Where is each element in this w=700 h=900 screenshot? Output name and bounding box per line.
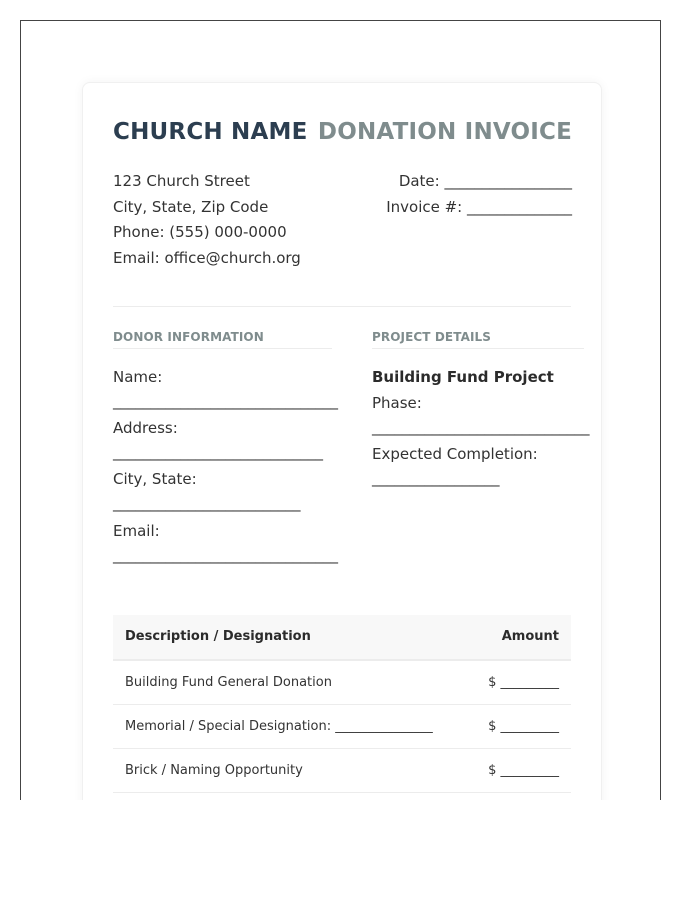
donor-city-line: _________________________ [113, 494, 301, 512]
project-name: Building Fund Project [372, 368, 554, 386]
church-phone: Phone: (555) 000-0000 [113, 223, 287, 241]
donor-address-line: ____________________________ [113, 443, 323, 461]
row-description: Building Fund General Donation [125, 675, 332, 690]
invoice-meta-block [386, 171, 572, 223]
row-amount: $ _________ [488, 719, 559, 734]
header-description: Description / Designation [125, 629, 311, 644]
church-city: City, State, Zip Code [113, 197, 269, 216]
donor-email-line: ______________________________ [113, 546, 338, 564]
donor-name-line: ______________________________ [113, 392, 338, 410]
header-divider [113, 306, 571, 307]
donor-name-label: Name: [113, 368, 163, 386]
table-row [113, 749, 571, 793]
table-row [113, 705, 571, 749]
table-header [113, 615, 571, 661]
row-description: Memorial / Special Designation: _______________ [125, 719, 433, 734]
donor-email-label: Email: [113, 522, 160, 540]
donor-city-label: City, State: [113, 470, 197, 488]
church-name: CHURCH NAME [113, 119, 308, 145]
invoice-card [82, 82, 602, 800]
project-phase-line: _____________________________ [372, 418, 590, 436]
project-phase-label: Phase: [372, 394, 422, 412]
project-section-title: PROJECT DETAILS [372, 330, 584, 349]
document-frame [20, 20, 661, 800]
project-completion-label: Expected Completion: [372, 445, 538, 463]
date-field: Date: _________________ [398, 172, 572, 190]
church-email: Email: office@church.org [113, 248, 301, 267]
table-row [113, 661, 571, 705]
row-description: Brick / Naming Opportunity [125, 763, 303, 778]
donation-table [113, 615, 571, 793]
header-amount: Amount [501, 629, 559, 644]
document-title: DONATION INVOICE [317, 119, 572, 145]
row-amount: $ _________ [488, 763, 559, 778]
church-address-block [113, 171, 301, 273]
donor-section-title: DONOR INFORMATION [113, 330, 332, 349]
church-street: 123 Church Street [113, 172, 250, 190]
project-completion-line: _________________ [372, 469, 500, 487]
row-amount: $ _________ [488, 675, 559, 690]
invoice-number-field: Invoice #: ______________ [386, 198, 572, 216]
donor-address-label: Address: [113, 419, 178, 437]
